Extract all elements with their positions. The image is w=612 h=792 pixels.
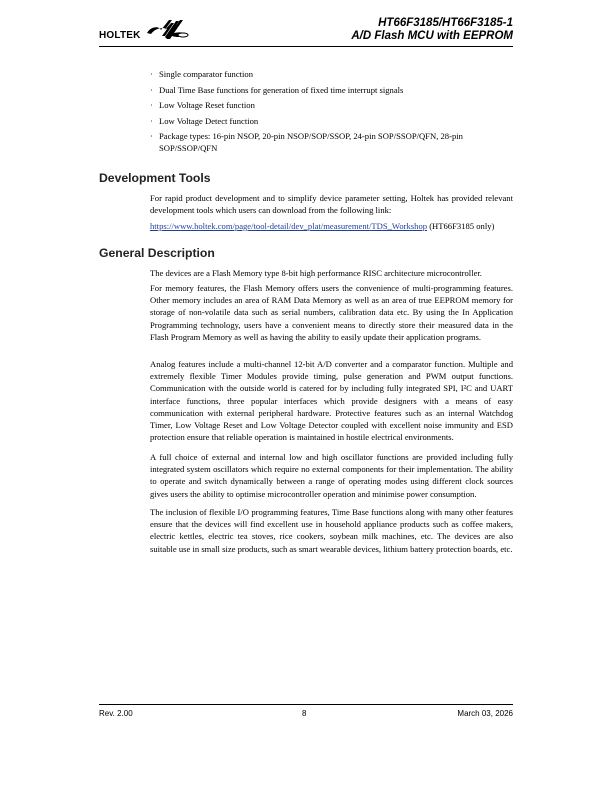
description-paragraph: A full choice of external and internal low and high oscillator functions are provided including fully integrated system oscillators which require no external components for their implementation. The ability to operate and switch dynamically between a range of operating modes using different clock sources gives users the ability to optimise microcontroller operation and minimise power consumption.: [150, 452, 513, 499]
list-item: · Low Voltage Reset function: [150, 100, 255, 110]
list-item: · Low Voltage Detect function: [150, 115, 259, 126]
document-title: [351, 17, 513, 43]
link-note: (HT66F3185 only): [427, 221, 495, 231]
header-divider: [99, 46, 513, 47]
description-paragraph: The inclusion of flexible I/O programming features, Time Base functions along with many other features ensure that the devices will find excellent use in household appliance products such as coffee makers, electric kettles, electric tea stoves, rice cookers, soybean milk machines, etc. The devices are also suitable use in small size products, such as smart wearable devices, lithium battery protection boards, etc.: [150, 507, 513, 554]
page-header: [99, 14, 513, 44]
document-date: March 03, 2026: [457, 709, 513, 718]
list-item: · Dual Time Base functions for generation of fixed time interrupt signals: [150, 84, 404, 95]
page-number: 8: [302, 709, 307, 718]
list-item: · Single comparator function: [150, 69, 254, 79]
footer-divider: [99, 704, 513, 705]
bullet-icon: ·: [150, 131, 153, 141]
feature-list: [150, 68, 513, 158]
bullet-icon: ·: [150, 115, 153, 126]
description-paragraph: Analog features include a multi-channel 12-bit A/D converter and a comparator function. Multiple and extremely flexible Timer Modules provide timing, pulse generation and PWM output functions. Communication with the outside world is catered for by including fully integrated SPI, I²C and UART interface functions, three popular interfaces which provide designers with a means of easy communication with external peripheral hardware. Protective features such as an internal Watchdog Timer, Low Voltage Reset and Low Voltage Detector coupled with excellent noise immunity and ESD protection ensure that reliable operation is maintained in hostile electrical environments.: [150, 359, 513, 443]
part-number: HT66F3185/HT66F3185-1: [378, 17, 513, 29]
bullet-icon: ·: [150, 100, 153, 110]
development-tools-link-line: [150, 220, 513, 232]
bullet-icon: ·: [150, 84, 153, 95]
description-paragraph: For memory features, the Flash Memory offers users the convenience of multi-programming features. Other memory includes an area of RAM Data Memory as well as an area of true EEPROM memory for storage of non-volatile data such as serial numbers, calibration data etc. By using the In Application Programming technology, users have a convenient means to directly store their measured data in the Flash Program Memory as well as having the ability to easily update their application programs.: [150, 283, 513, 342]
logo-text: HOLTEK: [99, 30, 141, 41]
holtek-logo: [99, 16, 191, 44]
description-paragraph: The devices are a Flash Memory type 8-bit high performance RISC architecture microcontroller.: [150, 268, 482, 278]
section-heading-general-description: General Description: [99, 246, 215, 260]
holtek-logo-icon: [145, 16, 191, 42]
section-heading-development-tools: Development Tools: [99, 171, 211, 185]
development-tools-paragraph: For rapid product development and to simplify device parameter setting, Holtek has provided relevant development tools which users can download from the following link:: [150, 193, 513, 216]
tds-workshop-link[interactable]: https://www.holtek.com/page/tool-detail/dev_plat/measurement/TDS_Workshop: [150, 221, 428, 231]
product-description: A/D Flash MCU with EEPROM: [351, 30, 513, 42]
bullet-icon: ·: [150, 69, 153, 79]
list-item: · Package types: 16-pin NSOP, 20-pin NSOP/SOP/SSOP, 24-pin SOP/SSOP/QFN, 28-pin SOP/SSOP/QFN: [150, 131, 463, 154]
revision-label: Rev. 2.00: [99, 709, 133, 718]
